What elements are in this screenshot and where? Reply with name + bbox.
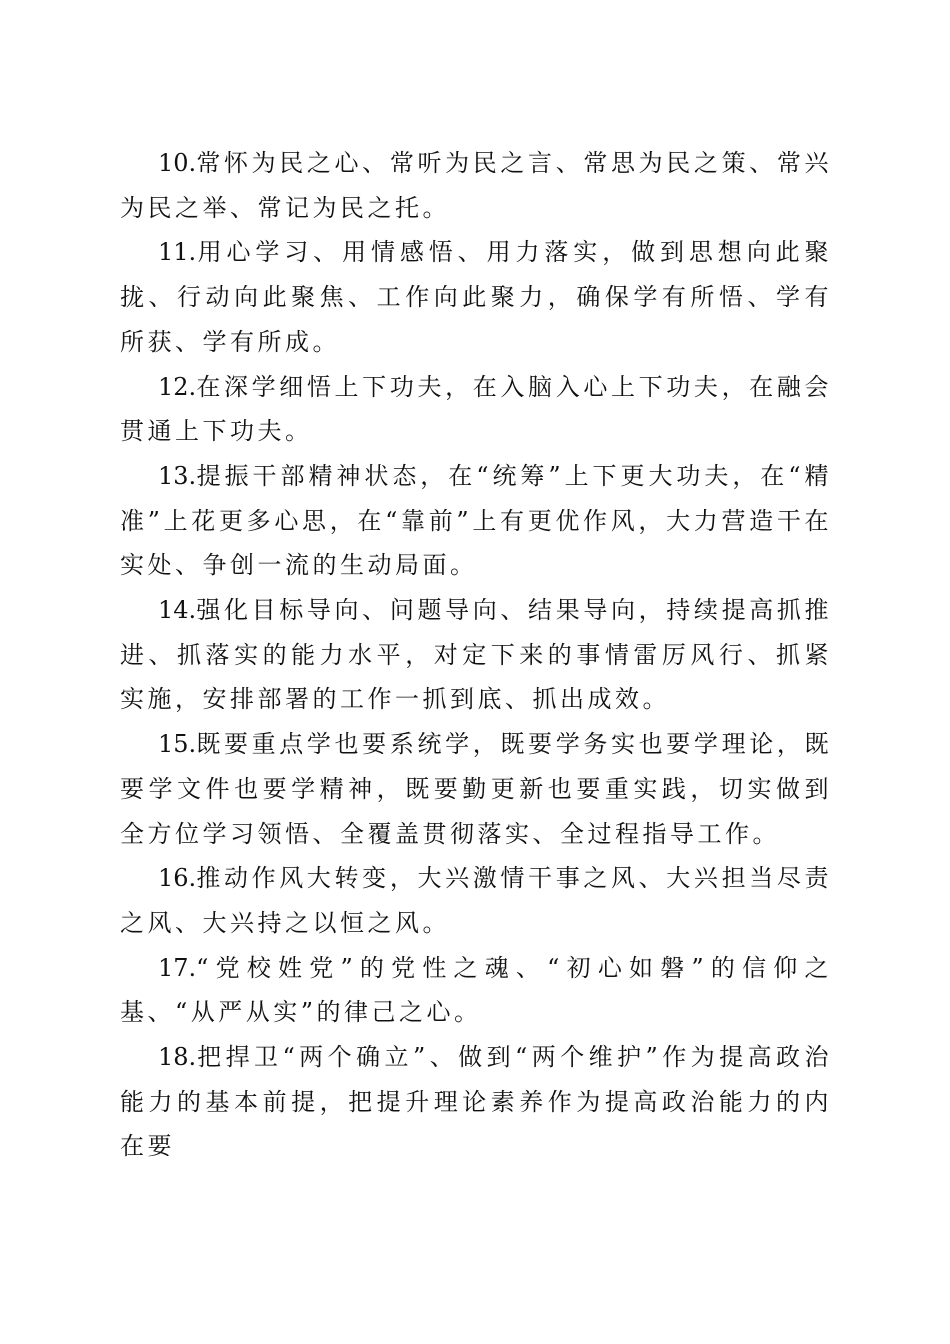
paragraph-number: 10.	[158, 149, 197, 177]
paragraph-number: 12.	[158, 372, 197, 401]
document-page	[120, 141, 832, 1169]
paragraph-text: 提振干部精神状态，在“统筹”上下更大功夫，在“精准”上花更多心思，在“靠前”上有更优作风，大力营造干在实处、争创一流的生动局面。	[120, 461, 832, 580]
paragraph-text: 用心学习、用情感悟、用力落实，做到思想向此聚拢、行动向此聚焦、工作向此聚力，确保学有所悟、学有所获、学有所成。	[120, 238, 832, 356]
paragraph-number: 14.	[158, 596, 197, 625]
paragraph-text: 既要重点学也要系统学，既要学务实也要学理论，既要学文件也要学精神，既要勤更新也要重实践，切实做到全方位学习领悟、全覆盖贯彻落实、全过程指导工作。	[120, 730, 832, 848]
paragraph-number: 15.	[158, 730, 197, 759]
paragraph-text: 把捍卫“两个确立”、做到“两个维护”作为提高政治能力的基本前提，把提升理论素养作为提高政治能力的内在要	[120, 1043, 832, 1161]
paragraph-13	[120, 454, 832, 588]
paragraph-number: 11.	[158, 238, 197, 267]
paragraph-text: 常怀为民之心、常听为民之言、常思为民之策、常兴为民之举、常记为民之托。	[120, 149, 832, 222]
paragraph-text: “党校姓党”的党性之魂、“初心如磐”的信仰之基、“从严从实”的律己之心。	[120, 953, 832, 1027]
paragraph-15	[120, 722, 832, 856]
paragraph-17	[120, 946, 832, 1035]
paragraph-18	[120, 1035, 832, 1169]
paragraph-11	[120, 230, 832, 364]
paragraph-text: 强化目标导向、问题导向、结果导向，持续提高抓推进、抓落实的能力水平，对定下来的事情雷厉风行、抓紧实施，安排部署的工作一抓到底、抓出成效。	[120, 596, 832, 714]
paragraph-12	[120, 365, 832, 454]
paragraph-number: 18.	[158, 1043, 197, 1072]
paragraph-10	[120, 141, 832, 230]
paragraph-text: 推动作风大转变，大兴激情干事之风、大兴担当尽责之风、大兴持之以恒之风。	[120, 864, 832, 937]
paragraph-number: 17.	[158, 953, 197, 982]
paragraph-number: 16.	[158, 864, 197, 893]
paragraph-16	[120, 856, 832, 945]
paragraph-number: 13.	[158, 461, 197, 490]
paragraph-14	[120, 588, 832, 722]
paragraph-text: 在深学细悟上下功夫，在入脑入心上下功夫，在融会贯通上下功夫。	[120, 372, 832, 446]
